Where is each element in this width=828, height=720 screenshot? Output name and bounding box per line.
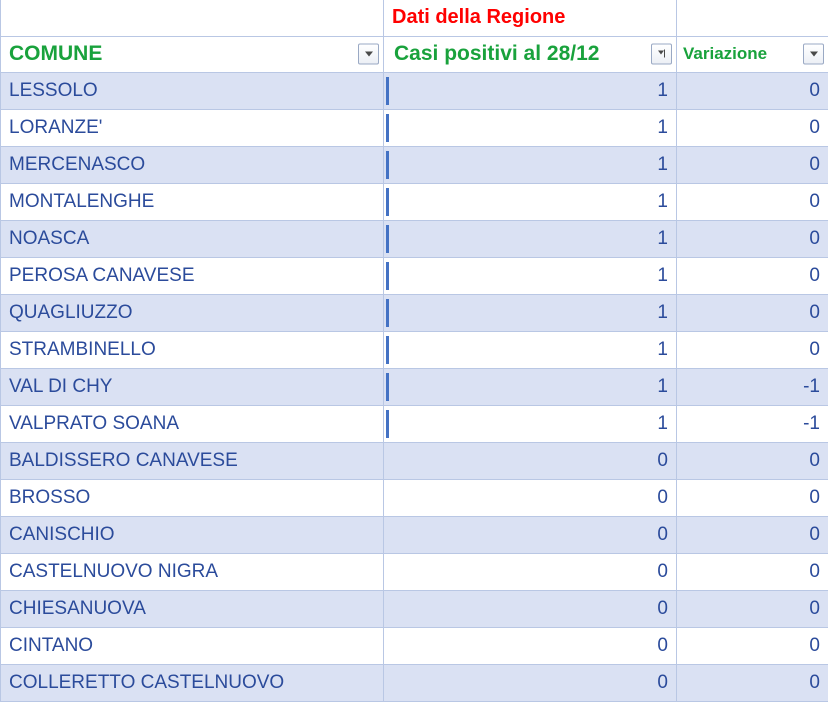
table-row xyxy=(1,331,828,368)
cell-casi-positivi[interactable]: 1 xyxy=(384,146,677,183)
title-banner: Dati della Regione xyxy=(384,0,677,36)
cell-casi-positivi[interactable]: 1 xyxy=(384,257,677,294)
cell-comune[interactable]: NOASCA xyxy=(1,220,384,257)
cell-variazione[interactable]: 0 xyxy=(677,664,828,701)
cell-variazione[interactable]: 0 xyxy=(677,516,828,553)
table-row xyxy=(1,294,828,331)
cell-comune[interactable]: BROSSO xyxy=(1,479,384,516)
cell-comune[interactable]: LORANZE' xyxy=(1,109,384,146)
table-row xyxy=(1,405,828,442)
cell-variazione[interactable]: 0 xyxy=(677,294,828,331)
cell-variazione[interactable]: 0 xyxy=(677,442,828,479)
cell-comune[interactable]: CHIESANUOVA xyxy=(1,590,384,627)
cell-variazione[interactable]: 0 xyxy=(677,183,828,220)
table-row xyxy=(1,109,828,146)
cell-casi-positivi[interactable]: 1 xyxy=(384,109,677,146)
table-row xyxy=(1,368,828,405)
cell-variazione[interactable]: 0 xyxy=(677,257,828,294)
table-row xyxy=(1,627,828,664)
table-body xyxy=(1,0,828,701)
cell-casi-positivi[interactable]: 1 xyxy=(384,72,677,109)
header-cell-variazione[interactable] xyxy=(677,36,828,72)
cell-variazione[interactable]: 0 xyxy=(677,72,828,109)
cell-casi-positivi[interactable]: 0 xyxy=(384,516,677,553)
cell-casi-positivi[interactable]: 1 xyxy=(384,331,677,368)
title-row-blank-right xyxy=(677,0,828,36)
table-row xyxy=(1,479,828,516)
table-row xyxy=(1,183,828,220)
cell-casi-positivi[interactable]: 1 xyxy=(384,294,677,331)
sort-filter-icon-casi[interactable] xyxy=(651,44,672,65)
cell-comune[interactable]: BALDISSERO CANAVESE xyxy=(1,442,384,479)
cell-casi-positivi[interactable]: 0 xyxy=(384,442,677,479)
cell-casi-positivi[interactable]: 1 xyxy=(384,405,677,442)
cell-casi-positivi[interactable]: 0 xyxy=(384,479,677,516)
table-row xyxy=(1,516,828,553)
cell-variazione[interactable]: 0 xyxy=(677,590,828,627)
cell-casi-positivi[interactable]: 0 xyxy=(384,590,677,627)
cell-casi-positivi[interactable]: 0 xyxy=(384,553,677,590)
cell-variazione[interactable]: 0 xyxy=(677,220,828,257)
cell-comune[interactable]: MONTALENGHE xyxy=(1,183,384,220)
title-row xyxy=(1,0,828,36)
cell-comune[interactable]: STRAMBINELLO xyxy=(1,331,384,368)
cell-variazione[interactable]: 0 xyxy=(677,553,828,590)
table-row xyxy=(1,72,828,109)
header-label-casi: Casi positivi al 28/12 xyxy=(394,42,600,65)
cell-variazione[interactable]: -1 xyxy=(677,368,828,405)
cell-casi-positivi[interactable]: 1 xyxy=(384,183,677,220)
header-cell-casi[interactable] xyxy=(384,36,677,72)
table-row xyxy=(1,146,828,183)
title-row-blank-left xyxy=(1,0,384,36)
cell-comune[interactable]: QUAGLIUZZO xyxy=(1,294,384,331)
cell-variazione[interactable]: 0 xyxy=(677,109,828,146)
cell-casi-positivi[interactable]: 1 xyxy=(384,368,677,405)
cell-comune[interactable]: CANISCHIO xyxy=(1,516,384,553)
table-row xyxy=(1,257,828,294)
cell-casi-positivi[interactable]: 0 xyxy=(384,664,677,701)
cell-comune[interactable]: LESSOLO xyxy=(1,72,384,109)
cell-variazione[interactable]: -1 xyxy=(677,405,828,442)
table-row xyxy=(1,220,828,257)
cell-variazione[interactable]: 0 xyxy=(677,146,828,183)
cell-variazione[interactable]: 0 xyxy=(677,479,828,516)
filter-dropdown-icon-variazione[interactable] xyxy=(803,44,824,65)
header-label-variazione: Variazione xyxy=(683,44,768,63)
table-row xyxy=(1,664,828,701)
table-row xyxy=(1,442,828,479)
header-label-comune: COMUNE xyxy=(9,42,103,65)
cell-comune[interactable]: VAL DI CHY xyxy=(1,368,384,405)
filter-dropdown-icon-comune[interactable] xyxy=(358,44,379,65)
cell-comune[interactable]: VALPRATO SOANA xyxy=(1,405,384,442)
cell-comune[interactable]: MERCENASCO xyxy=(1,146,384,183)
cell-comune[interactable]: COLLERETTO CASTELNUOVO xyxy=(1,664,384,701)
table-row xyxy=(1,553,828,590)
header-row xyxy=(1,36,828,72)
cell-variazione[interactable]: 0 xyxy=(677,331,828,368)
cell-variazione[interactable]: 0 xyxy=(677,627,828,664)
cell-comune[interactable]: PEROSA CANAVESE xyxy=(1,257,384,294)
cell-comune[interactable]: CASTELNUOVO NIGRA xyxy=(1,553,384,590)
cell-casi-positivi[interactable]: 0 xyxy=(384,627,677,664)
cell-casi-positivi[interactable]: 1 xyxy=(384,220,677,257)
table-row xyxy=(1,590,828,627)
header-cell-comune[interactable] xyxy=(1,36,384,72)
cell-comune[interactable]: CINTANO xyxy=(1,627,384,664)
